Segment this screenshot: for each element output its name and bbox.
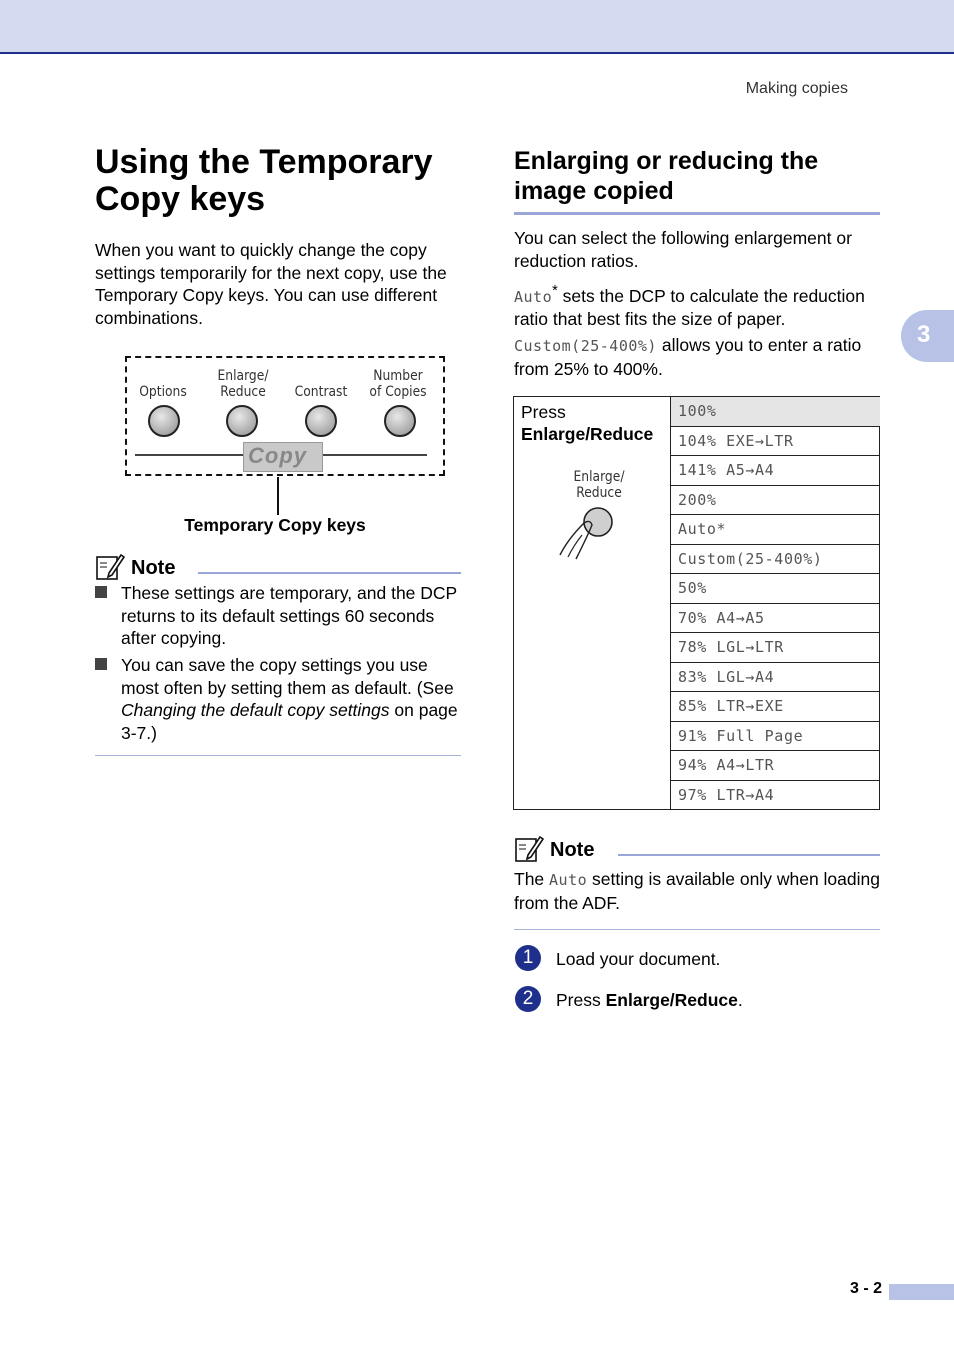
cross-reference-title: Changing the default copy settings bbox=[121, 700, 390, 720]
auto-note-lead: The bbox=[514, 869, 550, 889]
auto-note-text bbox=[514, 868, 880, 914]
bullet-square bbox=[95, 658, 107, 670]
page-number-tab bbox=[889, 1284, 954, 1300]
auto-note-rest: setting is available only when loading from the ADF. bbox=[514, 869, 880, 913]
auto-setting-code: Auto bbox=[514, 287, 553, 306]
number-of-copies-key-label: Number of Copies bbox=[369, 368, 427, 400]
note-rule-left bbox=[198, 572, 461, 574]
ratio-option-row bbox=[671, 545, 880, 575]
ratio-option-text: 200% bbox=[678, 490, 717, 509]
ratio-option-row bbox=[671, 751, 880, 781]
auto-asterisk: * bbox=[552, 283, 558, 299]
auto-description-text: sets the DCP to calculate the reduction ratio that best fits the size of paper. bbox=[514, 285, 865, 330]
ratio-option-text: Auto* bbox=[678, 520, 727, 538]
note-pencil-icon bbox=[514, 833, 544, 863]
ratio-option-row bbox=[671, 515, 880, 545]
ratio-option-row bbox=[671, 722, 880, 752]
enlarge-reduce-key-label: Enlarge/ Reduce bbox=[217, 368, 269, 400]
step-2-key-name: Enlarge/Reduce bbox=[605, 990, 738, 1010]
ratio-option-row bbox=[671, 574, 880, 604]
enlarge-reduce-key-button bbox=[226, 405, 258, 437]
step-1-text: Load your document. bbox=[556, 949, 721, 969]
contrast-key-label: Contrast bbox=[294, 384, 348, 400]
finger-press-icon bbox=[558, 505, 620, 561]
press-label: Press bbox=[521, 402, 566, 422]
ratio-option-text: 104% EXE→LTR bbox=[678, 431, 794, 450]
ratio-option-row bbox=[671, 486, 880, 516]
note-end-rule-right bbox=[514, 929, 880, 930]
chapter-tab bbox=[901, 310, 954, 362]
press-instruction bbox=[521, 401, 653, 445]
custom-description-text: allows you to enter a ratio from 25% to 400%. bbox=[514, 335, 862, 379]
note-heading-left: Note bbox=[131, 557, 176, 579]
ratio-table bbox=[513, 396, 880, 810]
intro-paragraph-right: You can select the following enlargement or reduction ratios. bbox=[514, 228, 852, 271]
number-of-copies-key-button bbox=[384, 405, 416, 437]
ratio-option-text: Custom(25-400%) bbox=[678, 549, 823, 568]
copy-group-rule-left bbox=[135, 454, 243, 456]
step-2-text bbox=[556, 990, 743, 1011]
ratio-option-row bbox=[671, 397, 880, 427]
ratio-option-text: 70% A4→A5 bbox=[678, 608, 765, 627]
ratio-option-row bbox=[671, 427, 880, 457]
custom-setting-code: Custom(25-400%) bbox=[514, 337, 657, 355]
step-1-number: 1 bbox=[515, 945, 541, 971]
options-key-button bbox=[148, 405, 180, 437]
ratio-option-text: 94% A4→LTR bbox=[678, 756, 775, 774]
ratio-option-text: 85% LTR→EXE bbox=[678, 697, 784, 715]
ratio-option-text: 91% Full Page bbox=[678, 726, 804, 745]
ratio-option-row bbox=[671, 692, 880, 722]
note-item-2-page-ref: on page 3-7.) bbox=[121, 700, 458, 743]
ratio-option-text: 100% bbox=[678, 402, 717, 420]
note-heading-right: Note bbox=[550, 839, 595, 861]
top-band bbox=[0, 0, 954, 54]
section-title-temporary-copy-keys: Using the Temporary Copy keys bbox=[95, 143, 433, 218]
caption-pointer-line bbox=[277, 477, 279, 515]
step-2-number: 2 bbox=[515, 986, 541, 1012]
ratio-option-text: 97% LTR→A4 bbox=[678, 785, 775, 804]
ratio-option-text: 83% LGL→A4 bbox=[678, 667, 775, 686]
note-item-1: These settings are temporary, and the DCP returns to its default settings 60 seconds after copying. bbox=[121, 583, 457, 648]
ratio-option-row bbox=[671, 781, 880, 811]
copy-group-badge bbox=[243, 442, 323, 472]
enlarge-reduce-icon-label: Enlarge/ Reduce bbox=[573, 469, 625, 501]
page-number: 3 - 2 bbox=[849, 1280, 882, 1297]
copy-keys-panel-illustration bbox=[125, 356, 445, 476]
running-header: Making copies bbox=[745, 80, 848, 97]
contrast-key-button bbox=[305, 405, 337, 437]
enlarge-reduce-key-name: Enlarge/Reduce bbox=[521, 424, 654, 444]
section-title-enlarging-reducing: Enlarging or reducing the image copied bbox=[514, 146, 880, 215]
ratio-option-row bbox=[671, 456, 880, 486]
step-2-suffix: . bbox=[737, 990, 743, 1010]
auto-description bbox=[514, 280, 886, 331]
figure-caption: Temporary Copy keys bbox=[184, 515, 366, 535]
options-key-label: Options bbox=[139, 384, 187, 400]
step-2-prefix: Press bbox=[556, 990, 606, 1010]
bullet-square bbox=[95, 586, 107, 598]
ratio-option-row bbox=[671, 663, 880, 693]
ratio-option-text: 141% A5→A4 bbox=[678, 461, 775, 479]
copy-group-rule-right bbox=[321, 454, 427, 456]
ratio-option-row bbox=[671, 633, 880, 663]
ratio-option-text: 50% bbox=[678, 579, 707, 597]
note-item-2 bbox=[121, 654, 461, 744]
press-key-cell bbox=[514, 397, 671, 809]
auto-note-code: Auto bbox=[549, 871, 588, 889]
custom-description bbox=[514, 334, 886, 380]
chapter-number: 3 bbox=[917, 321, 931, 348]
note-item-2-text: You can save the copy settings you use most often by setting them as default. (See bbox=[121, 655, 454, 698]
note-end-rule-left bbox=[95, 755, 461, 756]
intro-paragraph-left: When you want to quickly change the copy settings temporarily for the next copy, use the Temporary Copy keys. You can use different combinations. bbox=[95, 240, 447, 328]
note-pencil-icon bbox=[95, 551, 125, 581]
ratio-option-row bbox=[671, 604, 880, 634]
copy-badge-text: Copy bbox=[248, 443, 307, 468]
note-rule-right bbox=[618, 854, 880, 856]
ratio-option-text: 78% LGL→LTR bbox=[678, 638, 784, 656]
